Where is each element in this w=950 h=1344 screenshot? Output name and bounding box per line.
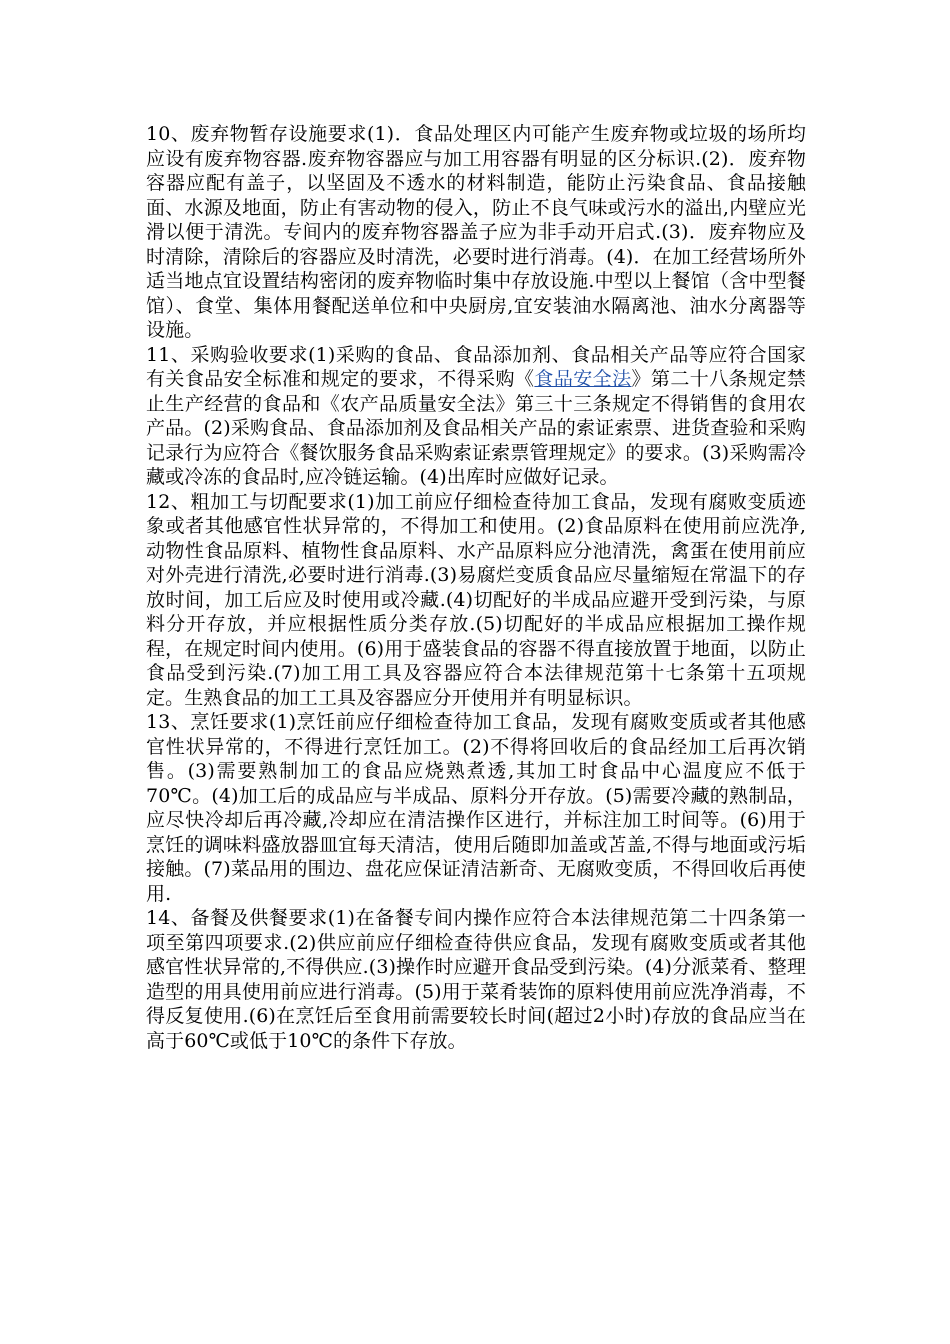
document-page: [146, 122, 806, 1053]
food-safety-law-link[interactable]: 食品安全法: [534, 368, 632, 390]
section-11-text-before: 11、采购验收要求(1)采购的食品、食品添加剂、食品相关产品等应符合国家有关食品安全标准和规定的要求，不得采购《: [146, 343, 806, 390]
section-11-text-after: 》第二十八条规定禁止生产经营的食品和《农产品质量安全法》第三十三条规定不得销售的食用农产品。(2)采购食品、食品添加剂及食品相关产品的索证索票、进货查验和采购记录行为应符合《餐饮服务食品采购索证索票管理规定》的要求。(3)采购需冷藏或冷冻的食品时,应冷链运输。(4)出库时应做好记录。: [146, 368, 806, 488]
section-12-processing: 12、粗加工与切配要求(1)加工前应仔细检查待加工食品，发现有腐败变质迹象或者其他感官性状异常的，不得加工和使用。(2)食品原料在使用前应洗净,动物性食品原料、植物性食品原料、水产品原料应分池清洗，禽蛋在使用前应对外壳进行清洗,必要时进行消毒.(3)易腐烂变质食品应尽量缩短在常温下的存放时间，加工后应及时使用或冷藏.(4)切配好的半成品应避开受到污染，与原料分开存放，并应根据性质分类存放.(5)切配好的半成品应根据加工操作规程，在规定时间内使用。(6)用于盛装食品的容器不得直接放置于地面，以防止食品受到污染.(7)加工用工具及容器应符合本法律规范第十七条第十五项规定。生熟食品的加工工具及容器应分开使用并有明显标识。: [146, 490, 806, 709]
section-11-procurement: [146, 343, 806, 490]
section-10-waste-storage: 10、废弃物暂存设施要求(1)．食品处理区内可能产生废弃物或垃圾的场所均应设有废弃物容器.废弃物容器应与加工用容器有明显的区分标识.(2)．废弃物容器应配有盖子，以坚固及不透水的材料制造，能防止污染食品、食品接触面、水源及地面，防止有害动物的侵入，防止不良气味或污水的溢出,内壁应光滑以便于清洗。专间内的废弃物容器盖子应为非手动开启式.(3)．废弃物应及时清除，清除后的容器应及时清洗，必要时进行消毒。(4)．在加工经营场所外适当地点宜设置结构密闭的废弃物临时集中存放设施.中型以上餐馆（含中型餐馆）、食堂、集体用餐配送单位和中央厨房,宜安装油水隔离池、油水分离器等设施。: [146, 123, 806, 341]
section-13-cooking: 13、烹饪要求(1)烹饪前应仔细检查待加工食品，发现有腐败变质或者其他感官性状异常的，不得进行烹饪加工。(2)不得将回收后的食品经加工后再次销售。(3)需要熟制加工的食品应烧熟煮透,其加工时食品中心温度应不低于70℃。(4)加工后的成品应与半成品、原料分开存放。(5)需要冷藏的熟制品，应尽快冷却后再冷藏,冷却应在清洁操作区进行，并标注加工时间等。(6)用于烹饪的调味料盛放器皿宜每天清洁，使用后随即加盖或苫盖,不得与地面或污垢接触。(7)菜品用的围边、盘花应保证清洁新奇、无腐败变质，不得回收后再使用.: [146, 711, 806, 905]
section-14-serving: 14、备餐及供餐要求(1)在备餐专间内操作应符合本法律规范第二十四条第一项至第四项要求.(2)供应前应仔细检查待供应食品，发现有腐败变质或者其他感官性状异常的,不得供应.(3)操作时应避开食品受到污染。(4)分派菜肴、整理造型的用具使用前应进行消毒。(5)用于菜肴装饰的原料使用前应洗净消毒，不得反复使用.(6)在烹饪后至食用前需要较长时间(超过2小时)存放的食品应当在高于60℃或低于10℃的条件下存放。: [146, 907, 806, 1052]
